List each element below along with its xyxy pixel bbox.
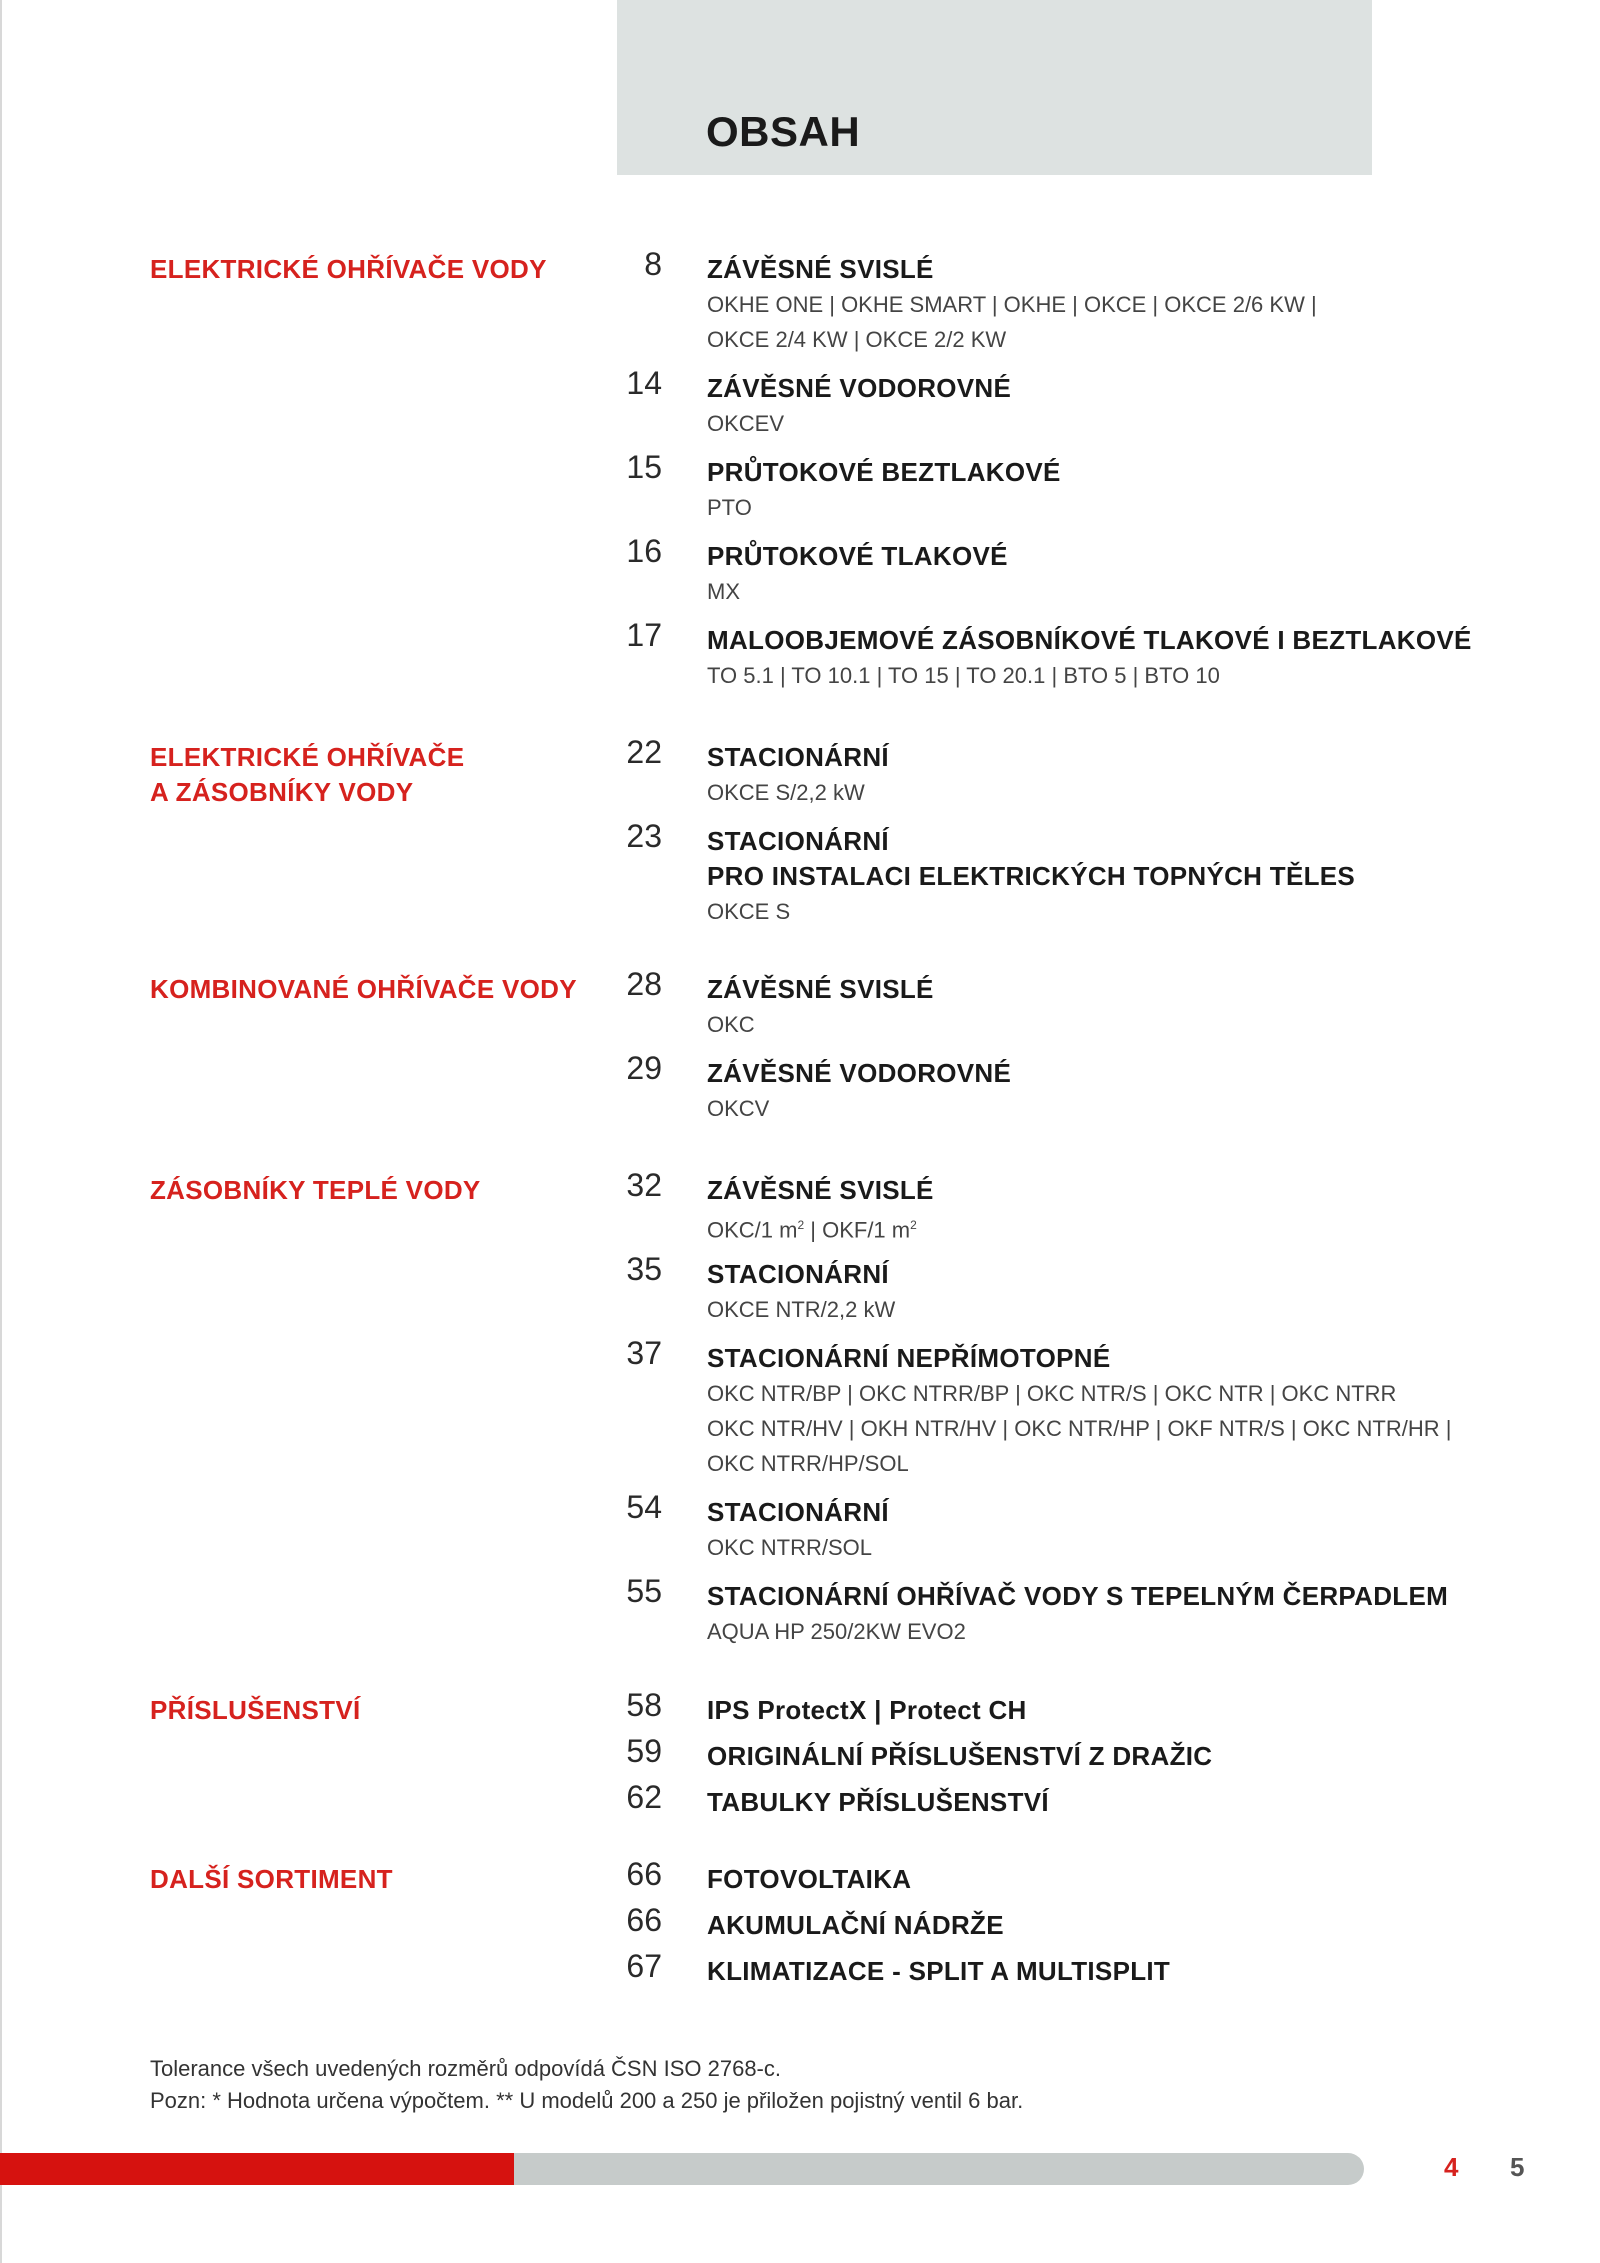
page-title: OBSAH [706, 108, 861, 155]
toc-page-number: 23 [626, 818, 662, 854]
toc-entry-title: IPS ProtectX | Protect CH [707, 1695, 1027, 1725]
section-label [150, 1862, 590, 1897]
footer-bar-red [0, 2153, 514, 2185]
toc-entry-models: AQUA HP 250/2KW EVO2 [707, 1619, 966, 1644]
toc-entry-title: PRŮTOKOVÉ BEZTLAKOVÉ [707, 457, 1061, 487]
section-label-line: ELEKTRICKÉ OHŘÍVAČE VODY [150, 254, 547, 284]
toc-entry-models: OKC NTRR/HP/SOL [707, 1451, 909, 1476]
footnote: Pozn: * Hodnota určena výpočtem. ** U modelů 200 a 250 je přiložen pojistný ventil 6 bar. [150, 2088, 1024, 2113]
toc-entry-models: OKC NTR/BP | OKC NTRR/BP | OKC NTR/S | OKC NTR | OKC NTRR [707, 1381, 1397, 1406]
toc-entry-title: ZÁVĚSNÉ SVISLÉ [707, 1175, 934, 1205]
toc-entry-title: STACIONÁRNÍ NEPŘÍMOTOPNÉ [707, 1343, 1111, 1373]
toc-entry-title: STACIONÁRNÍ [707, 742, 889, 772]
tolerance-note: Tolerance všech uvedených rozměrů odpovídá ČSN ISO 2768-c. [150, 2056, 781, 2081]
toc-page-number: 8 [644, 246, 662, 282]
toc-page-number: 59 [626, 1733, 662, 1769]
toc-entry-models: OKCE S [707, 899, 791, 924]
toc-page-number: 54 [626, 1489, 662, 1525]
section-label-line: ZÁSOBNÍKY TEPLÉ VODY [150, 1175, 481, 1205]
section-label [150, 972, 590, 1007]
toc-entry-title: ZÁVĚSNÉ SVISLÉ [707, 254, 934, 284]
toc-page-number: 32 [626, 1167, 662, 1203]
section-label-line: KOMBINOVANÉ OHŘÍVAČE VODY [150, 974, 577, 1004]
toc-entry-title: TABULKY PŘÍSLUŠENSTVÍ [707, 1787, 1049, 1817]
toc-entry-title: STACIONÁRNÍ [707, 1497, 889, 1527]
toc-entry-models: MX [707, 579, 740, 604]
toc-page-number: 37 [626, 1335, 662, 1371]
toc-page-number: 16 [626, 533, 662, 569]
toc-entry-models: TO 5.1 | TO 10.1 | TO 15 | TO 20.1 | BTO 5 | BTO 10 [707, 663, 1220, 688]
section-label-line: A ZÁSOBNÍKY VODY [150, 777, 414, 807]
toc-page-number: 55 [626, 1573, 662, 1609]
toc-entry-title: ZÁVĚSNÉ VODOROVNÉ [707, 373, 1012, 403]
toc-page-number: 28 [626, 966, 662, 1002]
toc-page-number: 67 [626, 1948, 662, 1984]
toc-entry-title: MALOOBJEMOVÉ ZÁSOBNÍKOVÉ TLAKOVÉ I BEZTLAKOVÉ [707, 625, 1472, 655]
heading-box [617, 0, 1372, 175]
page-edge-rule [0, 0, 2, 2263]
footer-bar-gray [500, 2153, 1364, 2185]
toc-entry-models: OKCV [707, 1096, 770, 1121]
toc-entry-models: OKC [707, 1012, 755, 1037]
toc-entry-models: OKC NTRR/SOL [707, 1535, 873, 1560]
toc-entry-models: OKCE NTR/2,2 kW [707, 1297, 896, 1322]
toc-entry-models: OKCE S/2,2 kW [707, 780, 865, 805]
toc-page-number: 66 [626, 1902, 662, 1938]
model-text: | OKF/1 m [804, 1217, 911, 1243]
toc-entry-title: STACIONÁRNÍ [707, 1259, 889, 1289]
toc-page-number: 15 [626, 449, 662, 485]
toc-entry-title: ORIGINÁLNÍ PŘÍSLUŠENSTVÍ Z DRAŽIC [707, 1741, 1213, 1771]
section-label [150, 1173, 590, 1208]
toc-page-number: 62 [626, 1779, 662, 1815]
toc-entry-title: ZÁVĚSNÉ VODOROVNÉ [707, 1058, 1012, 1088]
toc-entry-title: STACIONÁRNÍ OHŘÍVAČ VODY S TEPELNÝM ČERPADLEM [707, 1581, 1449, 1611]
toc-entry-models: OKHE ONE | OKHE SMART | OKHE | OKCE | OKCE 2/6 KW | [707, 292, 1317, 317]
toc-entry-title: FOTOVOLTAIKA [707, 1864, 912, 1894]
model-text: OKC/1 m [707, 1217, 798, 1243]
section-label-line: PŘÍSLUŠENSTVÍ [150, 1695, 361, 1725]
toc-page-number: 22 [626, 734, 662, 770]
toc-page-number: 14 [626, 365, 662, 401]
toc-page-number: 35 [626, 1251, 662, 1287]
toc-entry-models: OKCEV [707, 411, 785, 436]
section-label-line: DALŠÍ SORTIMENT [150, 1864, 393, 1894]
page-number-right: 5 [1510, 2152, 1525, 2182]
toc-entry-title: AKUMULAČNÍ NÁDRŽE [707, 1910, 1004, 1940]
section-label [150, 1693, 590, 1728]
toc-entry-models: OKCE 2/4 KW | OKCE 2/2 KW [707, 327, 1007, 352]
toc-page-number: 29 [626, 1050, 662, 1086]
toc-entry-title: STACIONÁRNÍ [707, 826, 889, 856]
toc-page-number: 66 [626, 1856, 662, 1892]
toc-entry-models: PTO [707, 495, 752, 520]
unit-superscript: 2 [797, 1218, 805, 1232]
toc-page-number: 17 [626, 617, 662, 653]
unit-superscript: 2 [910, 1218, 917, 1232]
toc-entry-models: OKC NTR/HV | OKH NTR/HV | OKC NTR/HP | OKF NTR/S | OKC NTR/HR | [707, 1416, 1452, 1441]
page-number-left: 4 [1444, 2152, 1459, 2182]
toc-entry-title: PRO INSTALACI ELEKTRICKÝCH TOPNÝCH TĚLES [707, 861, 1356, 891]
section-label [150, 252, 590, 287]
toc-entry-models [707, 1208, 917, 1247]
toc-entry-title: PRŮTOKOVÉ TLAKOVÉ [707, 541, 1008, 571]
toc-entry-title: KLIMATIZACE - SPLIT A MULTISPLIT [707, 1956, 1171, 1986]
section-label [150, 740, 590, 810]
toc-entry-title: ZÁVĚSNÉ SVISLÉ [707, 974, 934, 1004]
section-label-line: ELEKTRICKÉ OHŘÍVAČE [150, 742, 465, 772]
toc-page-number: 58 [626, 1687, 662, 1723]
